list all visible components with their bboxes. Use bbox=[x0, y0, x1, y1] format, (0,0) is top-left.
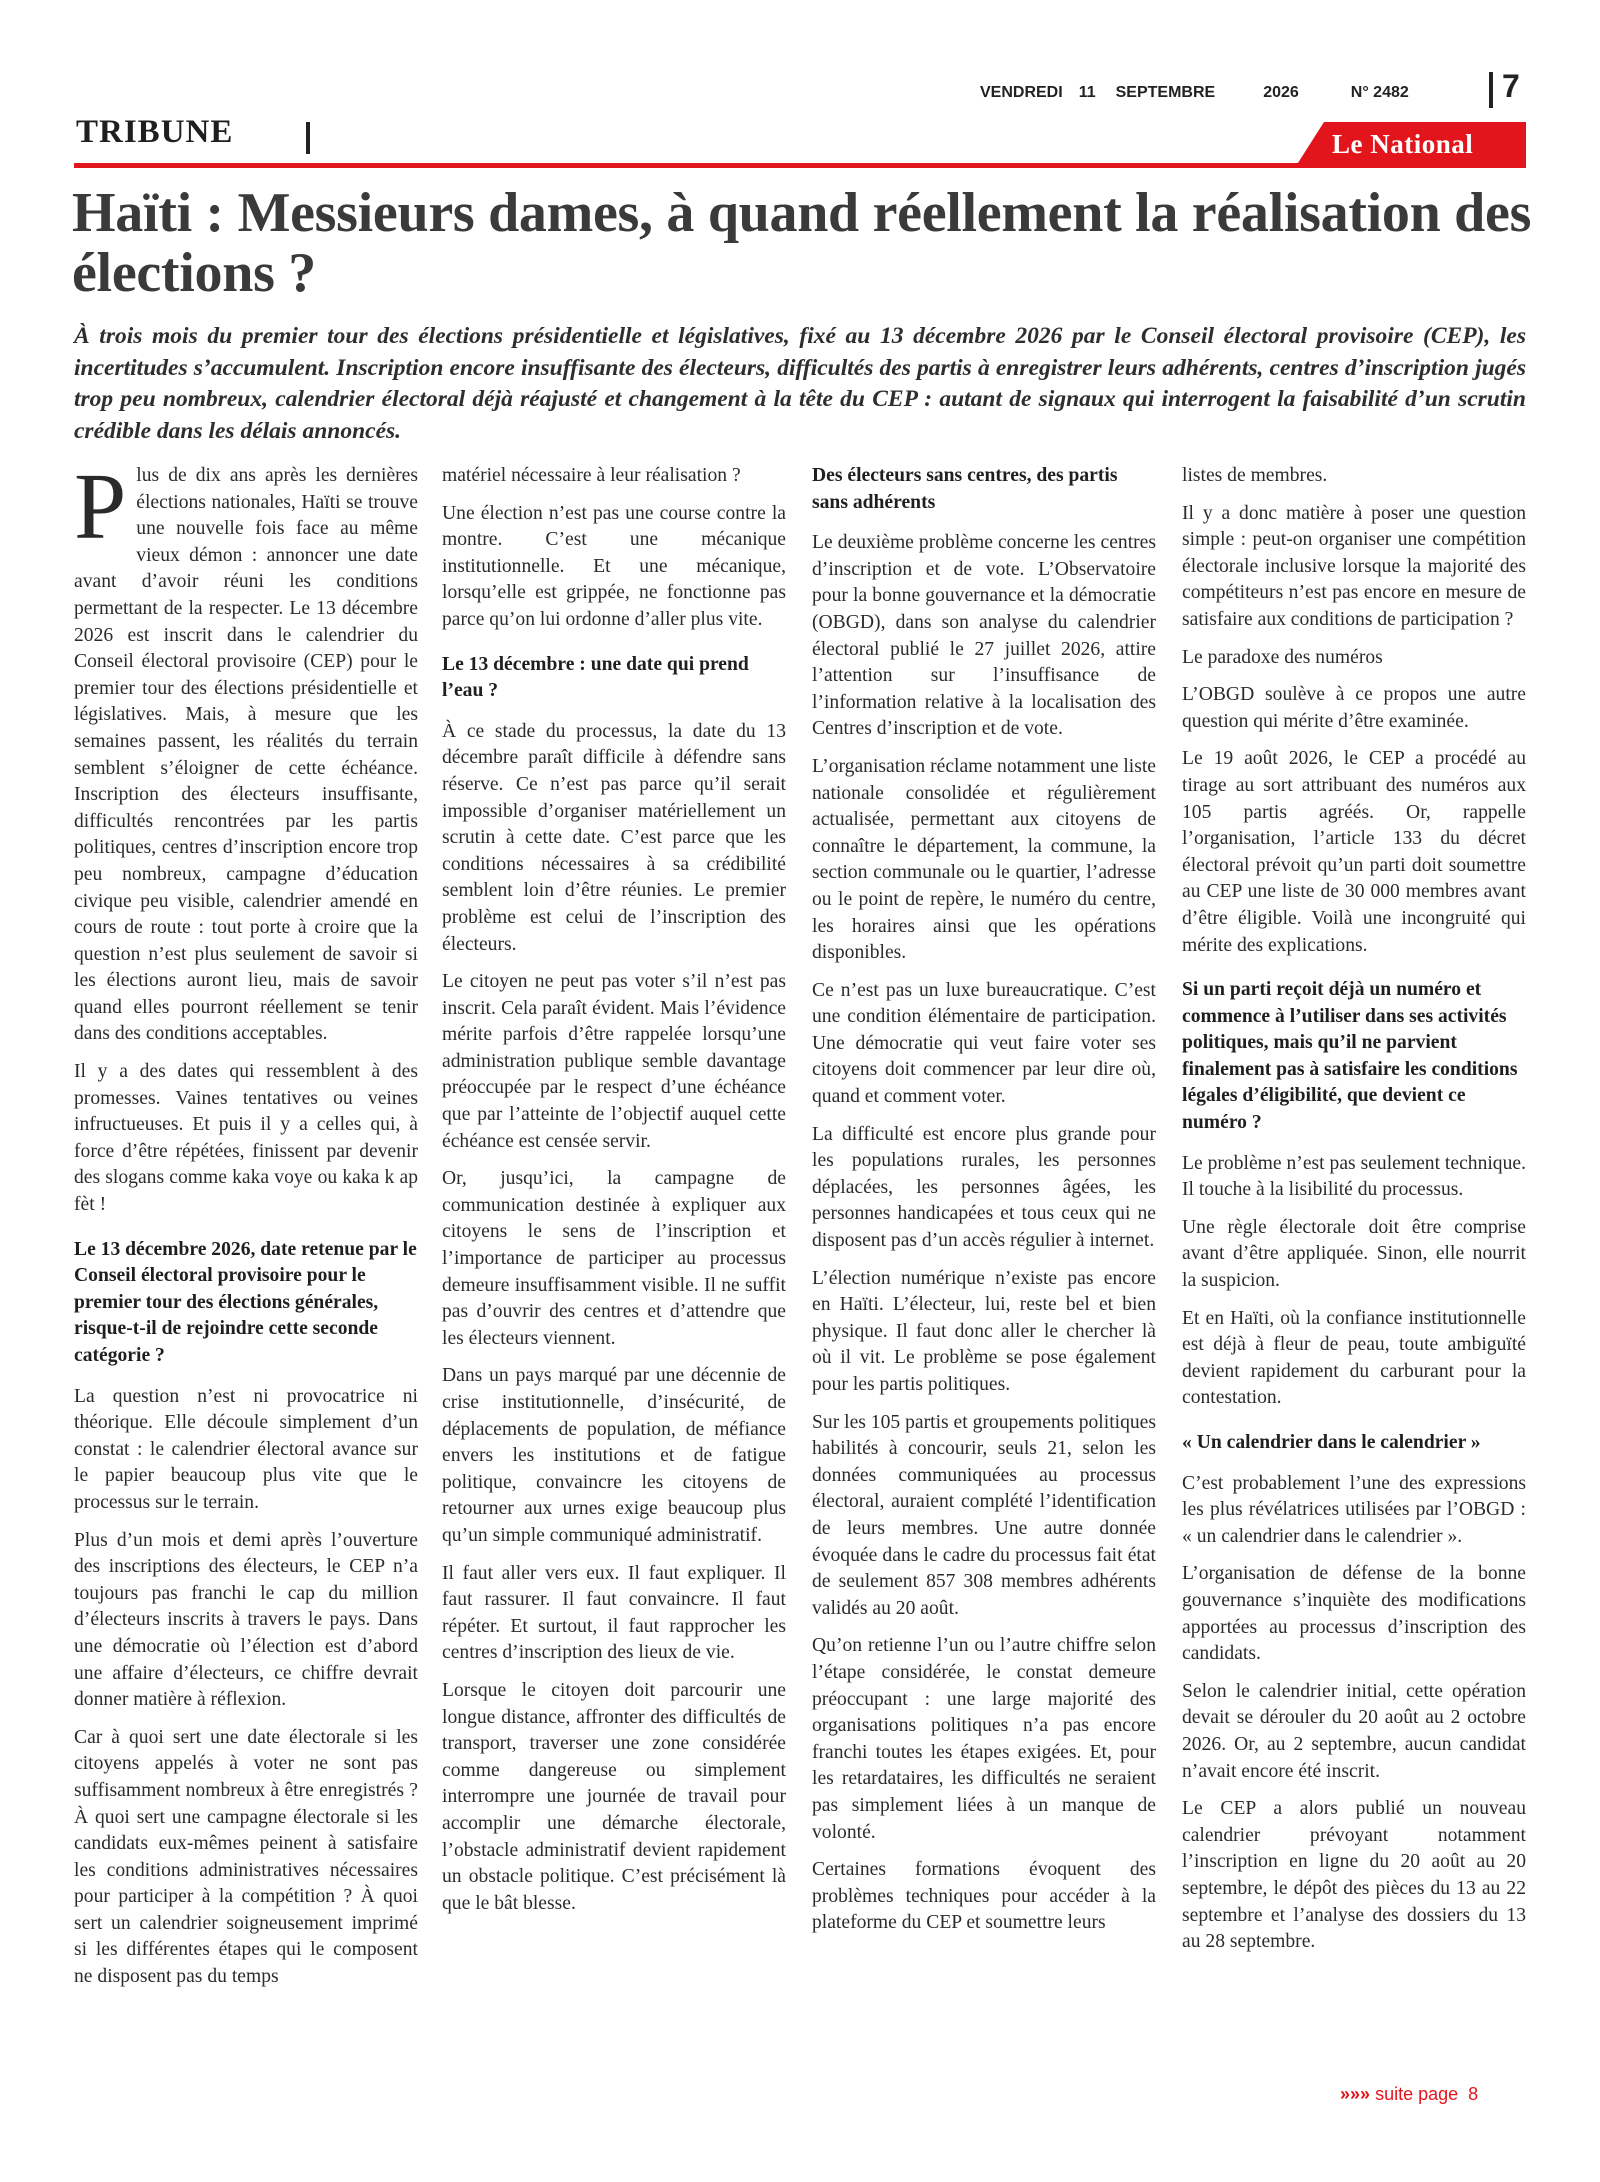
paragraph: Le 19 août 2026, le CEP a procédé au tirage au sort attribuant des numéros aux 105 partis agréés. Or, rappelle l’organisation, l’article 133 du décret électoral prévoit qu’un parti doit soumettre au CEP une liste de 30 000 membres avant d’être éligible. Voilà une incongruité qui mérite des explications. bbox=[1182, 748, 1526, 956]
drop-cap: P bbox=[74, 455, 127, 559]
paragraph: Il y a des dates qui ressemblent à des promesses. Vaines tentatives ou veines infructueuses. Et puis il y a celles qui, à force d’être répétées, finissent par devenir des slogans comme kaka voye ou kaka k ap fèt ! bbox=[74, 1061, 418, 1216]
dateline-day: VENDREDI bbox=[980, 84, 1063, 101]
paragraph: Lorsque le citoyen doit parcourir une longue distance, affronter des difficultés de transport, traverser une zone considérée comme dangereuse ou simplement interrompre une journée de travail pour accomplir une démarche électorale, l’obstacle administratif devient rapidement un obstacle politique. C’est précisément là que le bât blesse. bbox=[442, 1679, 786, 1914]
paragraph: matériel nécessaire à leur réalisation ? bbox=[442, 465, 741, 486]
paragraph: Ce n’est pas un luxe bureaucratique. C’est une condition élémentaire de participation. Une démocratie qui veut faire voter ses citoyens doit commencer par leur dire où, quand et comment voter. bbox=[812, 979, 1156, 1108]
paragraph: Or, jusqu’ici, la campagne de communication destinée à expliquer aux citoyens le sens de l’inscription et l’importance de participer au processus demeure insuffisamment visible. Il ne suffit pas d’ouvrir des centres et d’attendre que les électeurs viennent. bbox=[442, 1168, 786, 1349]
continued-arrows-icon: »»» bbox=[1340, 2084, 1371, 2104]
paragraph-text: lus de dix ans après les dernières élections nationales, Haïti se trouve une nouvelle fois face au même vieux démon : annoncer une date avant d’avoir réuni les conditions permettant de la respecter. Le 13 décembre 2026 est inscrit dans le calendrier du Conseil électoral provisoire (CEP) pour le premier tour des élections présidentielle et législatives. Mais, à mesure que les semaines passent, les réalités du terrain semblent s’éloigner de cette échéance. Inscription des électeurs insuffisante, difficultés rencontrées par les partis politiques, centres d’inscription encore trop peu nombreux, campagne d’éducation civique peu visible, calendrier amendé en cours de route : tout porte à croire que la question n’est plus seulement de savoir si les élections auront lieu, mais de savoir quand elles pourront réellement se tenir dans des conditions acceptables. bbox=[74, 465, 418, 1045]
brand-name: Le National bbox=[1332, 129, 1474, 159]
paragraph: Dans un pays marqué par une décennie de crise institutionnelle, d’insécurité, de déplacements de population, de méfiance envers les institutions et de fatigue politique, convaincre les citoyens de retourner aux urnes exige beaucoup plus qu’un simple communiqué administratif. bbox=[442, 1365, 786, 1546]
subheading: Le 13 décembre 2026, date retenue par le Conseil électoral provisoire pour le premier tour des élections générales, risque-t-il de rejoindre cette seconde catégorie ? bbox=[74, 1238, 417, 1366]
paragraph: Certaines formations évoquent des problèmes techniques pour accéder à la plateforme du CEP et soumettre leurs bbox=[812, 1859, 1156, 1934]
paragraph: Car à quoi sert une date électorale si les citoyens appelés à voter ne sont pas suffisamment nombreux à être enregistrés ? À quoi sert une campagne électorale si les candidats eux-mêmes peinent à satisfaire les conditions administratives nécessaires pour participer à la compétition ? À quoi sert un calendrier soigneusement imprimé si les différentes étapes qui le composent ne disposent pas du temps bbox=[74, 1726, 418, 1988]
subheading: Le 13 décembre : une date qui prend l’eau ? bbox=[442, 653, 749, 702]
paragraph: Il y a donc matière à poser une question simple : peut-on organiser une compétition électorale inclusive lorsque la majorité des compétiteurs n’est pas encore en mesure de satisfaire aux conditions de participation ? bbox=[1182, 502, 1526, 630]
article-column-1 bbox=[74, 455, 418, 2002]
dateline-year: 2026 bbox=[1263, 84, 1299, 101]
dateline-date: 11 bbox=[1078, 84, 1096, 101]
paragraph: À ce stade du processus, la date du 13 décembre paraît difficile à défendre sans réserve. Ce n’est pas parce qu’il serait impossible d’organiser matériellement un scrutin à cette date. C’est parce que les conditions nécessaires à sa crédibilité semblent loin d’être réunies. Le premier problème est celui de l’inscription des électeurs. bbox=[442, 720, 786, 955]
paragraph: Le paradoxe des numéros bbox=[1182, 646, 1383, 668]
paragraph: L’organisation de défense de la bonne gouvernance s’inquiète des modifications apportées au processus d’inscription des candidats. bbox=[1182, 1563, 1526, 1665]
continued-link[interactable] bbox=[1340, 2084, 1478, 2105]
article-lead: À trois mois du premier tour des élections présidentielle et législatives, fixé au 13 décembre 2026 par le Conseil électoral provisoire (CEP), les incertitudes s’accumulent. Inscription encore insuffisante des électeurs, difficultés des partis à enregistrer leurs adhérents, centres d’inscription jugés trop peu nombreux, calendrier électoral déjà réajusté et changement à la tête du CEP : autant de signaux qui interrogent la faisabilité d’un scrutin crédible dans les délais annoncés. bbox=[74, 323, 1526, 444]
paragraph: La difficulté est encore plus grande pour les populations rurales, les personnes déplacées, les personnes âgées, les personnes handicapées et tous ceux qui ne disposent pas d’un accès régulier à internet. bbox=[812, 1123, 1156, 1252]
dateline bbox=[980, 84, 1409, 102]
paragraph: Il faut aller vers eux. Il faut expliquer. Il faut rassurer. Il faut convaincre. Il faut répéter. Et surtout, il faut rapprocher les centres d’inscription des lieux de vie. bbox=[442, 1562, 786, 1664]
section-label: TRIBUNE bbox=[76, 114, 234, 150]
subheading: « Un calendrier dans le calendrier » bbox=[1182, 1432, 1481, 1453]
subheading: Si un parti reçoit déjà un numéro et commence à l’utiliser dans ses activités politiques, mais qu’il ne parvient finalement pas à satisfaire les conditions légales d’éligibilité, que devient ce numéro ? bbox=[1182, 979, 1518, 1134]
paragraph: Le deuxième problème concerne les centres d’inscription et de vote. L’Observatoire pour la bonne gouvernance et la démocratie (OBGD), dans son analyse du calendrier électoral publié le 27 juillet 2026, attire l’attention sur l’insuffisance de l’information relative à la localisation des Centres d’inscription et de vote. bbox=[812, 532, 1156, 740]
paragraph: La question n’est ni provocatrice ni théorique. Elle découle simplement d’un constat : le calendrier électoral avance sur le papier beaucoup plus vite que le processus sur le terrain. bbox=[74, 1385, 418, 1513]
dateline-month: SEPTEMBRE bbox=[1115, 84, 1216, 101]
page-number-divider bbox=[1489, 72, 1493, 108]
section-divider bbox=[306, 122, 310, 154]
paragraph: Le citoyen ne peut pas voter s’il n’est pas inscrit. Cela paraît évident. Mais l’évidence mérite parfois d’être rappelée lorsqu’une administration publique semble davantage préoccupée par le respect d’une échéance que par l’atteinte de l’objectif auquel cette échéance est censée servir. bbox=[442, 971, 786, 1152]
article-headline: Haïti : Messieurs dames, à quand réellement la réalisation des élections ? bbox=[72, 182, 1532, 304]
paragraph: Le problème n’est pas seulement technique. Il touche à la lisibilité du processus. bbox=[1182, 1152, 1526, 1201]
issue-number: N° 2482 bbox=[1350, 84, 1409, 101]
article-column-3 bbox=[812, 463, 1156, 1948]
paragraph: Plus d’un mois et demi après l’ouverture des inscriptions des électeurs, le CEP n’a toujours pas franchi le cap du million d’électeurs inscrits à travers le pays. Dans une démocratie où l’élection est d’abord une affaire d’électeurs, ce chiffre devrait donner matière à réflexion. bbox=[74, 1529, 418, 1711]
paragraph: Sur les 105 partis et groupements politiques habilités à concourir, seuls 21, selon les données communiquées au processus électoral, auraient complété l’identification de leurs membres. Une autre donnée évoquée dans le cadre du processus fait état de seulement 857 308 membres adhérents validés au 20 août. bbox=[812, 1411, 1156, 1619]
continued-page: 8 bbox=[1468, 2084, 1479, 2104]
paragraph: L’OBGD soulève à ce propos une autre question qui mérite d’être examinée. bbox=[1182, 684, 1526, 732]
paragraph: Selon le calendrier initial, cette opération devait se dérouler du 20 août au 2 octobre 2026. Or, au 2 septembre, aucun candidat n’avait encore été inscrit. bbox=[1182, 1680, 1526, 1782]
paragraph: Une élection n’est pas une course contre la montre. C’est une mécanique institutionnelle. Et une mécanique, lorsqu’elle est grippée, ne fonctionne pas parce qu’on lui ordonne d’aller plus vite. bbox=[442, 502, 786, 630]
continued-label: suite page bbox=[1375, 2084, 1459, 2104]
page-number: 7 bbox=[1502, 68, 1520, 104]
article-column-2 bbox=[442, 463, 786, 1928]
paragraph: Qu’on retienne l’un ou l’autre chiffre selon l’étape considérée, le constat demeure préoccupant : une large majorité des organisations politiques n’a pas encore franchi toutes les étapes exigées. Et, pour les retardataires, les difficultés ne seraient pas simplement liées à un manque de volonté. bbox=[812, 1635, 1156, 1843]
paragraph: Une règle électorale doit être comprise avant d’être appliquée. Sinon, elle nourrit la suspicion. bbox=[1182, 1216, 1526, 1292]
paragraph: L’élection numérique n’existe pas encore en Haïti. L’électeur, lui, reste bel et bien physique. Il faut donc aller le chercher là où il vit. Le problème se pose également pour les partis politiques. bbox=[812, 1267, 1156, 1395]
subheading: Des électeurs sans centres, des partis sans adhérents bbox=[812, 465, 1118, 513]
header-rule bbox=[74, 163, 1526, 168]
paragraph: Le CEP a alors publié un nouveau calendrier prévoyant notamment l’inscription en ligne du 20 août au 20 septembre, le dépôt des pièces du 13 au 22 septembre et l’analyse des dossiers du 13 au 28 septembre. bbox=[1182, 1798, 1526, 1953]
paragraph: C’est probablement l’une des expressions les plus révélatrices utilisées par l’OBGD : « un calendrier dans le calendrier ». bbox=[1182, 1472, 1526, 1547]
paragraph bbox=[74, 455, 418, 1048]
paragraph: listes de membres. bbox=[1182, 465, 1328, 486]
paragraph: Et en Haïti, où la confiance institutionnelle est déjà à fleur de peau, toute ambiguïté devient rapidement du carburant pour la contestation. bbox=[1182, 1307, 1526, 1409]
paragraph: L’organisation réclame notamment une liste nationale consolidée et régulièrement actualisée, permettant aux citoyens de connaître le département, la commune, la section communale ou le quartier, l’adresse ou le point de repère, le numéro du centre, les horaires ainsi que les opérations disponibles. bbox=[812, 755, 1156, 964]
article-column-4 bbox=[1182, 463, 1526, 1967]
